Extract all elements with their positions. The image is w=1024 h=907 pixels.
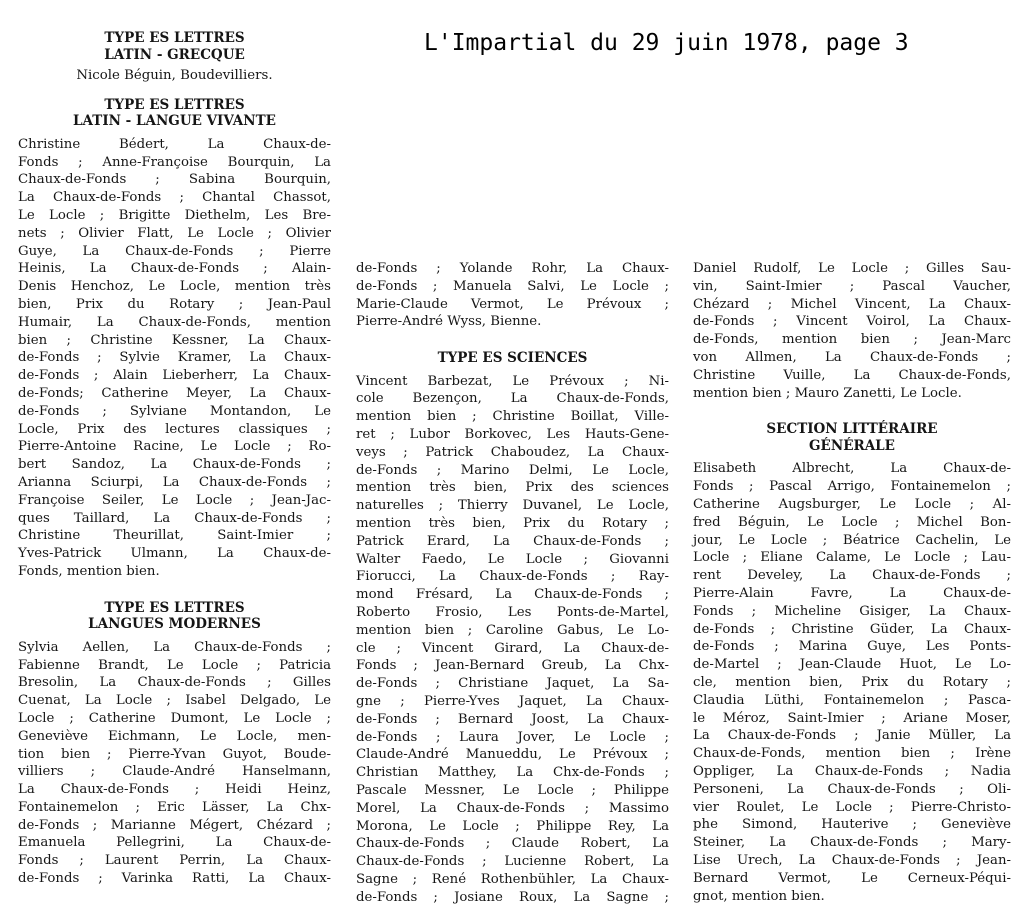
text-line: Chézard ; Michel Vincent, La Chaux-: [693, 296, 1011, 312]
text-line: Morona, Le Locle ; Philippe Rey, La: [356, 818, 669, 834]
text-line: Arianna Sciurpi, La Chaux-de-Fonds ;: [18, 474, 331, 490]
text-line: de-Fonds ; Varinka Ratti, La Chaux-: [18, 871, 331, 887]
text-line: de-Fonds ; Yolande Rohr, La Chaux-: [356, 261, 669, 276]
text-line: Chaux-de-Fonds ; Claude Robert, La: [356, 836, 669, 852]
text-line: Claudia Lüthi, Fontainemelon ; Pasca-: [693, 692, 1011, 708]
text-line: Christian Matthey, La Chx-de-Fonds ;: [356, 765, 669, 781]
text-line: vin, Saint-Imier ; Pascal Vaucher,: [693, 278, 1011, 294]
text-line: Christine Vuille, La Chaux-de-Fonds,: [693, 367, 1011, 383]
text-line: Denis Henchoz, Le Locle, mention très: [18, 279, 331, 295]
text-line: de-Fonds ; Manuela Salvi, Le Locle ;: [356, 278, 669, 294]
text-line: Fabienne Brandt, Le Locle ; Patricia: [18, 657, 331, 673]
continued-text: [356, 260, 669, 331]
text-line: La Chaux-de-Fonds ; Janie Müller, La: [693, 728, 1011, 744]
heading-line: TYPE ES LETTRES: [104, 96, 245, 113]
text-line: Pascale Messner, Le Locle ; Philippe: [356, 783, 669, 799]
heading-line: TYPE ES LETTRES: [104, 599, 245, 616]
text-line: Fonds ; Jean-Bernard Greub, La Chx-: [356, 658, 669, 674]
text-line: vier Roulet, Le Locle ; Pierre-Christo-: [693, 799, 1011, 815]
text-line: Patrick Erard, La Chaux-de-Fonds ;: [356, 533, 669, 549]
text-line: de-Fonds ; Sylvie Kramer, La Chaux-: [18, 350, 331, 366]
text-line: fred Béguin, Le Locle ; Michel Bon-: [693, 514, 1011, 530]
heading-line: LATIN - GRECQUE: [104, 46, 245, 63]
text-line: Steiner, La Chaux-de-Fonds ; Mary-: [693, 835, 1011, 851]
text-line: phe Simond, Hauterive ; Geneviève: [693, 817, 1011, 833]
text-line: Le Locle ; Brigitte Diethelm, Les Bre-: [18, 207, 331, 223]
text-line: mention très bien, Prix des sciences: [356, 480, 669, 496]
text-line: Morel, La Chaux-de-Fonds ; Massimo: [356, 800, 669, 816]
text-line: Heinis, La Chaux-de-Fonds ; Alain-: [18, 261, 331, 277]
section-heading-latin-grecque: [18, 30, 331, 63]
text-line: mention bien ; Caroline Gabus, Le Lo-: [356, 622, 669, 638]
text-line: gne ; Pierre-Yves Jaquet, La Chaux-: [356, 694, 669, 710]
heading-line: LATIN - LANGUE VIVANTE: [73, 113, 276, 130]
text-line: Fonds ; Anne-Françoise Bourquin, La: [18, 154, 331, 170]
text-line: de-Fonds ; Alain Lieberherr, La Chaux-: [18, 368, 331, 384]
text-line: La Chaux-de-Fonds ; Chantal Chassot,: [18, 190, 331, 206]
text-line: mention bien ; Christine Boillat, Ville-: [356, 409, 669, 425]
heading-line: TYPE ES LETTRES: [104, 30, 245, 46]
text-line: de-Fonds ; Vincent Voirol, La Chaux-: [693, 314, 1011, 330]
text-line: Cuenat, La Locle ; Isabel Delgado, Le: [18, 693, 331, 709]
section-text-latin-langue-vivante: [18, 136, 331, 581]
text-line: Chaux-de-Fonds ; Sabina Bourquin,: [18, 172, 331, 188]
section-text-langues-modernes: [18, 639, 331, 888]
text-line: de-Martel ; Jean-Claude Huot, Le Lo-: [693, 657, 1011, 673]
text-line: mention très bien, Prix du Rotary ;: [356, 516, 669, 532]
text-line: Christine Theurillat, Saint-Imier ;: [18, 528, 331, 544]
text-line: Guye, La Chaux-de-Fonds ; Pierre: [18, 243, 331, 259]
text-line: Fonds ; Pascal Arrigo, Fontainemelon ;: [693, 479, 1011, 495]
section-text-latin-grecque: Nicole Béguin, Boudevilliers.: [76, 68, 273, 83]
text-line: tion bien ; Pierre-Yvan Guyot, Boude-: [18, 746, 331, 762]
text-line: Daniel Rudolf, Le Locle ; Gilles Sau-: [693, 261, 1011, 276]
text-line: bien, Prix du Rotary ; Jean-Paul: [18, 296, 331, 312]
section-text-sciences: [356, 373, 669, 907]
text-line: Roberto Frosio, Les Ponts-de-Martel,: [356, 605, 669, 621]
heading-line: TYPE ES SCIENCES: [437, 350, 588, 367]
heading-line: LANGUES MODERNES: [88, 616, 261, 633]
text-line: de-Fonds; Catherine Meyer, La Chaux-: [18, 385, 331, 401]
text-line: Locle, Prix des lectures classiques ;: [18, 421, 331, 437]
text-line: Françoise Seiler, Le Locle ; Jean-Jac-: [18, 492, 331, 508]
section-heading-latin-langue-vivante: [18, 97, 331, 130]
text-line: cle ; Vincent Girard, La Chaux-de-: [356, 640, 669, 656]
text-line: cole Bezençon, La Chaux-de-Fonds,: [356, 391, 669, 407]
continued-text: [693, 260, 1011, 402]
text-line: Walter Faedo, Le Locle ; Giovanni: [356, 551, 669, 567]
text-line: Vincent Barbezat, Le Prévoux ; Ni-: [356, 373, 669, 389]
text-line: Pierre-Antoine Racine, Le Locle ; Ro-: [18, 439, 331, 455]
text-line: rent Develey, La Chaux-de-Fonds ;: [693, 568, 1011, 584]
text-line: Pierre-André Wyss, Bienne.: [356, 314, 542, 330]
section-heading-langues-modernes: [18, 600, 331, 633]
text-line: bien ; Christine Kessner, La Chaux-: [18, 332, 331, 348]
text-line: Bernard Vermot, Le Cerneux-Péqui-: [693, 870, 1011, 886]
text-line: de-Fonds ; Josiane Roux, La Sagne ;: [356, 889, 669, 905]
text-line: Chaux-de-Fonds ; Lucienne Robert, La: [356, 854, 669, 870]
text-line: de-Fonds ; Marianne Mégert, Chézard ;: [18, 817, 331, 833]
text-line: Christine Bédert, La Chaux-de-: [18, 136, 331, 152]
text-line: le Méroz, Saint-Imier ; Ariane Moser,: [693, 710, 1011, 726]
text-line: Pierre-Alain Favre, La Chaux-de-: [693, 585, 1011, 601]
text-line: Fonds ; Micheline Gisiger, La Chaux-: [693, 603, 1011, 619]
text-line: Lise Urech, La Chaux-de-Fonds ; Jean-: [693, 852, 1011, 868]
text-line: Claude-André Manueddu, Le Prévoux ;: [356, 747, 669, 763]
text-line: Locle ; Eliane Calame, Le Locle ; Lau-: [693, 550, 1011, 566]
text-line: Fonds, mention bien.: [18, 563, 160, 579]
text-line: de-Fonds, mention bien ; Jean-Marc: [693, 332, 1011, 348]
text-line: cle, mention bien, Prix du Rotary ;: [693, 674, 1011, 690]
column-2: [356, 260, 669, 907]
text-line: gnot, mention bien.: [693, 888, 825, 904]
text-line: Marie-Claude Vermot, Le Prévoux ;: [356, 296, 669, 312]
section-text-litteraire-generale: [693, 460, 1011, 905]
text-line: Sagne ; René Rothenbühler, La Chaux-: [356, 872, 669, 887]
text-line: villiers ; Claude-André Hanselmann,: [18, 764, 331, 780]
text-line: Fontainemelon ; Eric Lässer, La Chx-: [18, 799, 331, 815]
text-line: Yves-Patrick Ulmann, La Chaux-de-: [18, 546, 331, 562]
text-line: Humair, La Chaux-de-Fonds, mention: [18, 314, 331, 330]
heading-line: SECTION LITTÉRAIRE: [766, 421, 938, 438]
page-caption: L'Impartial du 29 juin 1978, page 3: [424, 30, 909, 56]
text-line: von Allmen, La Chaux-de-Fonds ;: [693, 349, 1011, 365]
text-line: mention bien ; Mauro Zanetti, Le Locle.: [693, 385, 962, 401]
text-line: Fonds ; Laurent Perrin, La Chaux-: [18, 853, 331, 869]
text-line: de-Fonds ; Bernard Joost, La Chaux-: [356, 711, 669, 727]
text-line: bert Sandoz, La Chaux-de-Fonds ;: [18, 457, 331, 473]
text-line: Bresolin, La Chaux-de-Fonds ; Gilles: [18, 675, 331, 691]
text-line: Geneviève Eichmann, Le Locle, men-: [18, 728, 331, 744]
text-line: jour, Le Locle ; Béatrice Cachelin, Le: [693, 532, 1011, 548]
text-line: Fiorucci, La Chaux-de-Fonds ; Ray-: [356, 569, 669, 585]
text-line: de-Fonds ; Christiane Jaquet, La Sa-: [356, 676, 669, 692]
text-line: naturelles ; Thierry Duvanel, Le Locle,: [356, 498, 669, 514]
text-line: Locle ; Catherine Dumont, Le Locle ;: [18, 710, 331, 726]
text-line: Chaux-de-Fonds, mention bien ; Irène: [693, 746, 1011, 762]
text-line: veys ; Patrick Chaboudez, La Chaux-: [356, 444, 669, 460]
text-line: nets ; Olivier Flatt, Le Locle ; Olivier: [18, 225, 331, 241]
text-line: ques Taillard, La Chaux-de-Fonds ;: [18, 510, 331, 526]
text-line: Personeni, La Chaux-de-Fonds ; Oli-: [693, 781, 1011, 797]
column-3: [693, 260, 1011, 905]
text-line: de-Fonds ; Marino Delmi, Le Locle,: [356, 462, 669, 478]
text-line: Oppliger, La Chaux-de-Fonds ; Nadia: [693, 763, 1011, 779]
text-line: de-Fonds ; Sylviane Montandon, Le: [18, 403, 331, 419]
text-line: mond Frésard, La Chaux-de-Fonds ;: [356, 587, 669, 603]
text-line: de-Fonds ; Marina Guye, Les Ponts-: [693, 639, 1011, 655]
text-line: Sylvia Aellen, La Chaux-de-Fonds ;: [18, 639, 331, 655]
text-line: Emanuela Pellegrini, La Chaux-de-: [18, 835, 331, 851]
text-line: ret ; Lubor Borkovec, Les Hauts-Gene-: [356, 427, 669, 443]
heading-line: GÉNÉRALE: [809, 437, 895, 454]
text-line: de-Fonds ; Laura Jover, Le Locle ;: [356, 729, 669, 745]
text-line: La Chaux-de-Fonds ; Heidi Heinz,: [18, 782, 331, 798]
section-heading-litteraire-generale: [693, 421, 1011, 454]
column-1: [18, 30, 331, 888]
section-heading-sciences: [356, 350, 669, 367]
text-line: Catherine Augsburger, Le Locle ; Al-: [693, 496, 1011, 512]
text-line: de-Fonds ; Christine Güder, La Chaux-: [693, 621, 1011, 637]
text-line: Elisabeth Albrecht, La Chaux-de-: [693, 461, 1011, 477]
